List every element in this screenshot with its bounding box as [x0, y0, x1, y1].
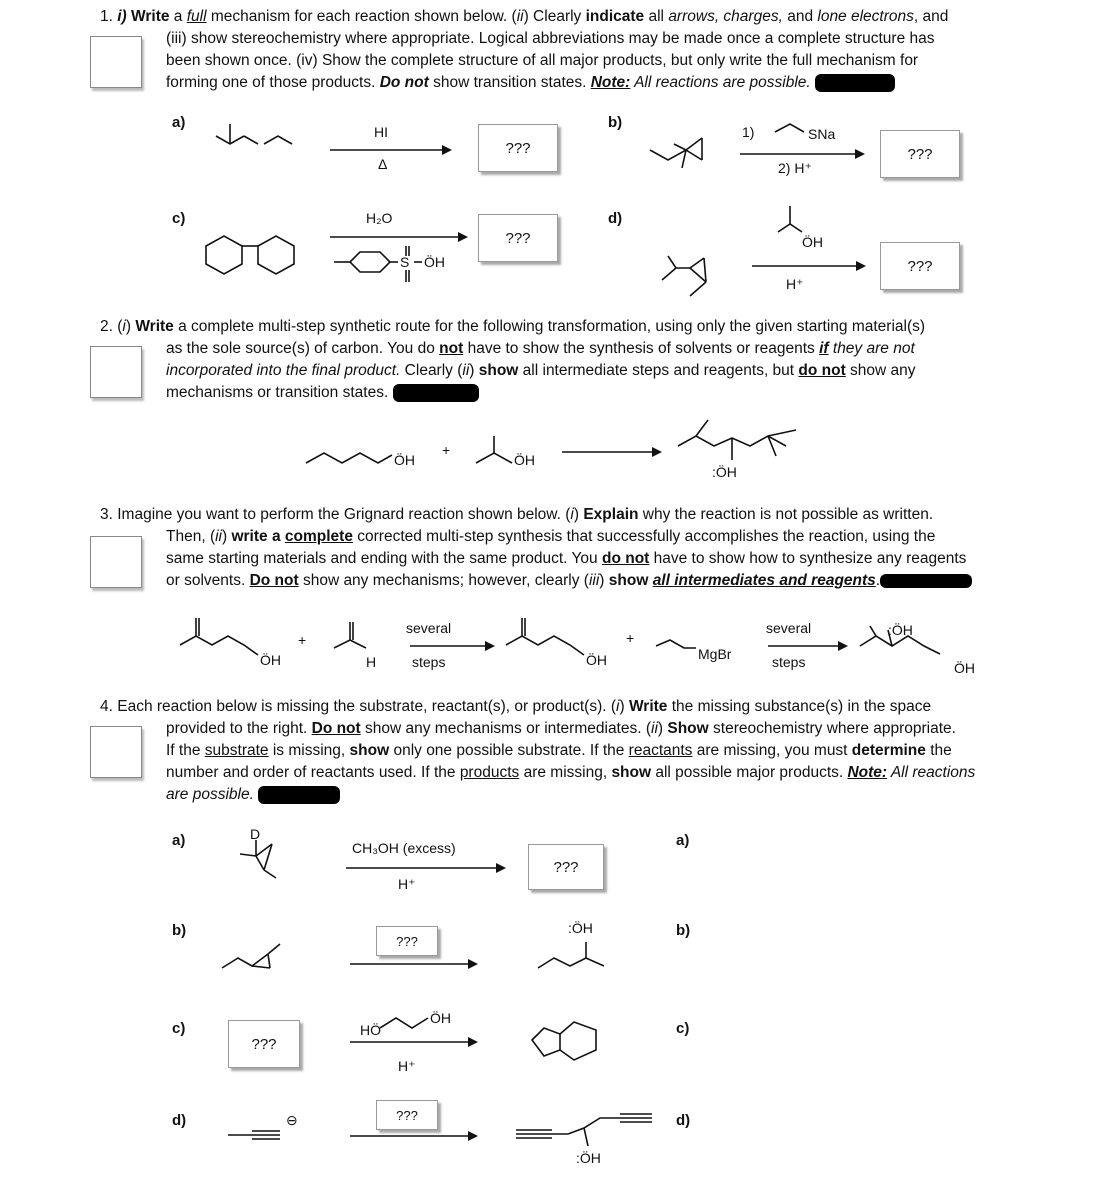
q3-instructions: 3. Imagine you want to perform the Grignard reaction shown below. (i) Explain why the reaction is not possible as written. Then, (ii) write a complete corrected multi-step synthesis that successfully accomplishes the reaction, using the same starting materials and ending with the same product. You do not have to show how to synthesize any reagents or solvents. Do not show any mechanisms; however, clearly (iii) show all intermediates and reagents. [100, 504, 1035, 592]
q1c-label: c) [172, 210, 186, 227]
q2-product-structure [678, 420, 796, 460]
q4c-reagent-chain [380, 1018, 428, 1028]
q4b-reagent-box: ??? [376, 926, 438, 956]
q3-arrow2-top: several [766, 620, 812, 636]
q4a-product-box: ??? [528, 844, 604, 890]
q1a-reagent-top: HI [374, 124, 388, 140]
q1b-label: b) [608, 114, 623, 131]
q3-sm1-structure [180, 618, 258, 655]
q4a-answer-label: a) [676, 832, 690, 849]
q4c-product-structure [532, 1022, 596, 1060]
q4c-substrate-box: ??? [228, 1020, 300, 1068]
q3-intermediate-oh: ÖH [586, 652, 607, 668]
q3-plus1: + [298, 632, 307, 648]
q4b-product-structure [538, 942, 604, 968]
q2-sm1-structure [306, 453, 392, 463]
q4d-product-structure [516, 1114, 652, 1146]
q1d-substrate-structure [662, 256, 706, 296]
q4a-substrate-structure [240, 840, 276, 878]
q1b-reagent2: 2) H⁺ [778, 160, 812, 176]
q4d-answer-label: d) [676, 1112, 691, 1129]
q1a-label: a) [172, 114, 186, 131]
q1c-substrate-structure [206, 236, 294, 274]
q2-instructions: 2. (i) Write a complete multi-step synthetic route for the following transformation, using only the given starting material(s) as the sole source(s) of carbon. You do not have to show the synthesis of solvents or reagents if they are not incorporated into the final product. Clearly (ii) show all intermediate steps and reagents, but do not show any mechanisms or transition states. [100, 318, 926, 401]
q4a-reagent-top: CH₃OH (excess) [352, 840, 456, 856]
redaction-mark [393, 384, 479, 402]
q2-plus: + [442, 442, 451, 458]
q3-arrow2-bottom: steps [772, 654, 806, 670]
q3-product-oh-bottom: ÖH [954, 660, 975, 676]
q4c-reagent-bottom: H⁺ [398, 1058, 416, 1074]
q4b-substrate-structure [222, 944, 280, 968]
q3-grignard: MgBr [698, 646, 732, 662]
q3-plus2: + [626, 630, 635, 646]
q1b-reagent1-name: SNa [808, 126, 836, 142]
q3-product-oh-top: :ÖH [888, 622, 913, 638]
q3-grignard-structure [656, 640, 696, 648]
q4a-deuterium: D [250, 826, 261, 842]
q1a-product-box: ??? [478, 124, 558, 172]
q2-sm2-structure [476, 436, 512, 463]
q1c-product-box: ??? [478, 214, 558, 262]
q3-sm2-h: H [366, 654, 377, 670]
q4b-product-oh: :ÖH [568, 920, 593, 936]
q4c-label: c) [172, 1020, 186, 1037]
q4a-reagent-bottom: H⁺ [398, 876, 416, 892]
q1d-reagent-chain [778, 224, 802, 232]
q3-sm1-oh: ÖH [260, 652, 281, 668]
q1d-product-box: ??? [880, 242, 960, 290]
q4a-label: a) [172, 832, 186, 849]
q1a-reagent-bottom: Δ [378, 156, 388, 172]
q1-instructions: 1. i) Write a full mechanism for each reaction shown below. (ii) Clearly indicate all arrows, charges, and lone electrons, and (iii) show stereochemistry where appropriate. Logical abbreviations may be made once a complete structure has been shown once. (iv) Show the complete structure of all major products, but only write the full mechanism for forming one of those products. Do not show transition states. Note: All reactions are possible. [100, 8, 949, 91]
q1c-reagent-top: H₂O [366, 210, 393, 226]
q3-intermediate-structure [506, 618, 584, 655]
q1b-reagent1: 1) [742, 124, 755, 140]
q4c-reagent-oh: ÖH [430, 1010, 451, 1026]
q4d-charge: ⊖ [286, 1112, 298, 1128]
q2-product-oh: :ÖH [712, 464, 737, 480]
q4b-label: b) [172, 922, 187, 939]
q4b-answer-label: b) [676, 922, 691, 939]
q3-arrow1-bottom: steps [412, 654, 446, 670]
q1c-acid-s: S [400, 254, 410, 270]
q1b-product-box: ??? [880, 130, 960, 178]
q4c-answer-label: c) [676, 1020, 690, 1037]
q1c-acid-oh: ÖH [424, 254, 445, 270]
q1d-reagent-oh: ÖH [802, 234, 823, 250]
q4c-reagent-ho: HÖ [360, 1022, 381, 1038]
redaction-mark [258, 786, 340, 804]
q4d-product-oh: :ÖH [576, 1150, 601, 1166]
q1d-reagent-bottom: H⁺ [786, 276, 804, 292]
q2-sm2-oh: ÖH [514, 452, 535, 468]
q1a-substrate-structure [216, 124, 292, 144]
q2-sm1-oh: ÖH [394, 452, 415, 468]
q3-arrow1-top: several [406, 620, 452, 636]
redaction-mark [880, 574, 972, 588]
q3-sm2-structure [334, 622, 366, 648]
q4-instructions: 4. Each reaction below is missing the substrate, reactant(s), or product(s). (i) Write the missing substance(s) in the space provided to the right. Do not show any mechanisms or intermediates. (ii) Show stereochemistry where appropriate. If the substrate is missing, show only one possible substrate. If the reactants are missing, you must determine the number and order of reactants used. If the products are missing, show all possible major products. Note: All reactions are possible. [100, 698, 976, 803]
q4d-reagent-box: ??? [376, 1100, 438, 1130]
q4d-label: d) [172, 1112, 187, 1129]
q4d-substrate-structure [228, 1131, 280, 1139]
q1b-substrate-structure [650, 138, 702, 168]
q1d-label: d) [608, 210, 623, 227]
q1b-reagent-chain [775, 124, 804, 132]
